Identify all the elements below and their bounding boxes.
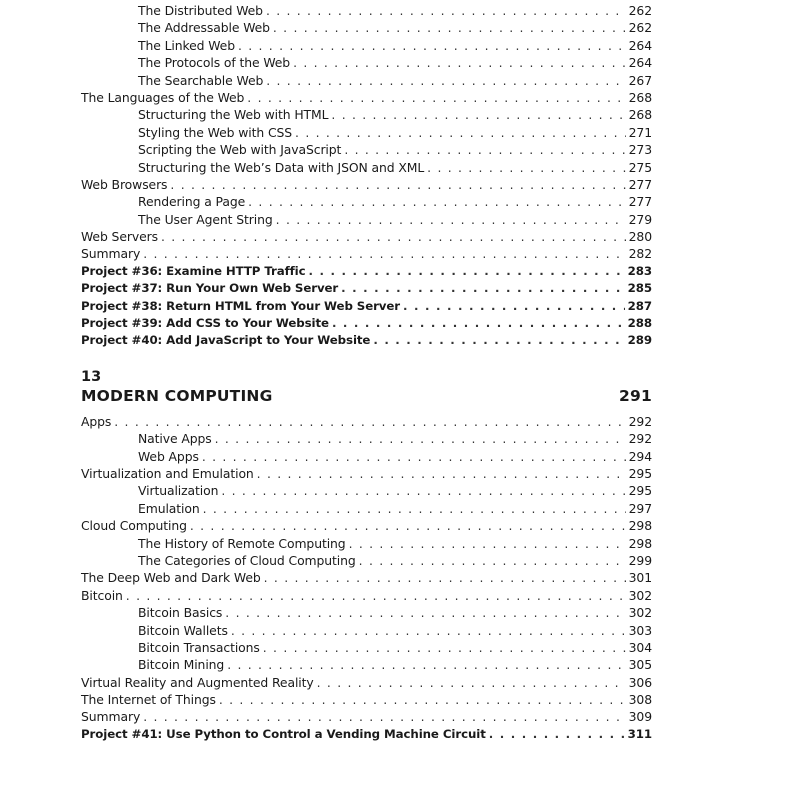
toc-entry [81, 193, 652, 210]
toc-entry [81, 691, 652, 708]
toc-entry-title: Bitcoin Wallets [138, 622, 228, 638]
dot-leader [190, 517, 626, 534]
toc-entry [81, 500, 652, 517]
toc-entry-title: Bitcoin [81, 587, 123, 603]
dot-leader [143, 708, 625, 725]
toc-entry-page: 292 [628, 413, 652, 429]
dot-leader [359, 552, 626, 569]
toc-entry [81, 211, 652, 228]
toc-entry [81, 674, 652, 691]
dot-leader [349, 535, 626, 552]
toc-project-entry [81, 726, 652, 743]
toc-entry-title: Web Servers [81, 229, 158, 245]
toc-entry-title: The Distributed Web [138, 3, 263, 18]
toc-project-entry [81, 315, 652, 332]
dot-leader [219, 691, 626, 708]
toc-section-chapter-13 [81, 413, 652, 743]
toc-entry [81, 37, 652, 54]
dot-leader [257, 465, 626, 482]
toc-entry-page: 305 [628, 657, 652, 673]
toc-entry [81, 639, 652, 656]
dot-leader [264, 569, 626, 586]
toc-entry-title: Scripting the Web with JavaScript [138, 142, 342, 158]
toc-entry [81, 124, 652, 141]
toc-entry-title: Project #36: Examine HTTP Traffic [81, 263, 306, 278]
dot-leader [247, 89, 625, 106]
dot-leader [317, 674, 626, 691]
toc-project-entry [81, 298, 652, 315]
toc-entry-page: 283 [627, 263, 652, 278]
toc-entry-title: The User Agent String [138, 211, 273, 227]
toc-entry-page: 295 [628, 483, 652, 499]
toc-entry-page: 264 [628, 37, 652, 53]
toc-entry-page: 277 [628, 194, 652, 210]
toc-entry-page: 268 [628, 107, 652, 123]
chapter-page-number: 291 [619, 386, 652, 405]
toc-entry-page: 302 [628, 587, 652, 603]
dot-leader [225, 604, 625, 621]
toc-entry-title: Summary [81, 709, 141, 725]
toc-entry-title: The History of Remote Computing [138, 535, 346, 551]
dot-leader [215, 430, 626, 447]
toc-entry-page: 289 [627, 333, 652, 348]
dot-leader [266, 2, 626, 19]
toc-entry-title: Summary [81, 246, 141, 262]
dot-leader [231, 622, 626, 639]
toc-entry-title: Web Apps [138, 448, 199, 464]
toc-entry-page: 275 [628, 159, 652, 175]
dot-leader [276, 211, 626, 228]
toc-entry-page: 302 [628, 605, 652, 621]
toc-entry-title: Project #38: Return HTML from Your Web Server [81, 298, 401, 313]
dot-leader [331, 106, 625, 123]
toc-entry-title: The Addressable Web [138, 20, 270, 36]
dot-leader [221, 482, 625, 499]
toc-entry [81, 552, 652, 569]
dot-leader [341, 280, 625, 297]
dot-leader [161, 228, 626, 245]
toc-entry-page: 295 [628, 465, 652, 481]
toc-entry-page: 297 [628, 500, 652, 516]
toc-project-entry [81, 280, 652, 297]
dot-leader [114, 413, 625, 430]
toc-entry-page: 279 [628, 211, 652, 227]
dot-leader [227, 656, 625, 673]
toc-entry-page: 273 [628, 142, 652, 158]
toc-entry-page: 303 [628, 622, 652, 638]
toc-entry [81, 245, 652, 262]
toc-entry-page: 280 [628, 229, 652, 245]
toc-entry [81, 587, 652, 604]
toc-entry-page: 298 [628, 518, 652, 534]
chapter-number: 13 [81, 368, 102, 385]
dot-leader [263, 639, 626, 656]
toc-entry [81, 72, 652, 89]
toc-entry-title: Project #41: Use Python to Control a Vending Machine Circuit [81, 726, 486, 741]
dot-leader [403, 298, 625, 315]
toc-entry-title: Project #37: Run Your Own Web Server [81, 281, 339, 296]
toc-entry-page: 294 [628, 448, 652, 464]
toc-project-entry [81, 332, 652, 349]
dot-leader [373, 332, 624, 349]
toc-entry-page: 309 [628, 709, 652, 725]
toc-entry [81, 430, 652, 447]
toc-entry [81, 141, 652, 158]
toc-entry-page: 267 [628, 72, 652, 88]
dot-leader [266, 72, 625, 89]
toc-entry [81, 89, 652, 106]
toc-entry-title: Structuring the Web’s Data with JSON and XML [138, 159, 425, 175]
toc-entry-title: Virtualization and Emulation [81, 465, 254, 481]
toc-entry-page: 288 [627, 316, 652, 331]
toc-entry [81, 482, 652, 499]
dot-leader [126, 587, 626, 604]
toc-section-previous-chapter [81, 2, 652, 350]
toc-entry-page: 277 [628, 176, 652, 192]
dot-leader [332, 315, 625, 332]
toc-entry-page: 292 [628, 431, 652, 447]
toc-entry-title: Cloud Computing [81, 518, 187, 534]
dot-leader [293, 54, 626, 71]
toc-entry-page: 299 [628, 552, 652, 568]
toc-entry-page: 306 [628, 674, 652, 690]
chapter-title: MODERN COMPUTING [81, 386, 273, 405]
toc-entry [81, 517, 652, 534]
toc-entry-title: The Deep Web and Dark Web [81, 570, 261, 586]
dot-leader [203, 500, 626, 517]
toc-entry-page: 304 [628, 639, 652, 655]
toc-entry-title: The Protocols of the Web [138, 55, 291, 71]
toc-entry [81, 176, 652, 193]
dot-leader [238, 37, 626, 54]
toc-entry-page: 308 [628, 692, 652, 708]
toc-entry-title: Project #39: Add CSS to Your Website [81, 316, 329, 331]
toc-project-entry [81, 263, 652, 280]
toc-entry-title: Virtualization [138, 483, 219, 499]
toc-entry [81, 604, 652, 621]
dot-leader [489, 726, 625, 743]
toc-entry [81, 19, 652, 36]
dot-leader [427, 159, 625, 176]
toc-entry-title: Virtual Reality and Augmented Reality [81, 674, 314, 690]
dot-leader [308, 263, 624, 280]
toc-entry-title: Bitcoin Mining [138, 657, 225, 673]
toc-entry-page: 287 [627, 298, 652, 313]
toc-entry-title: Apps [81, 413, 112, 429]
toc-entry [81, 535, 652, 552]
toc-entry [81, 413, 652, 430]
toc-entry-title: Structuring the Web with HTML [138, 107, 329, 123]
toc-entry-title: Web Browsers [81, 176, 168, 192]
toc-entry-page: 282 [628, 246, 652, 262]
toc-entry-page: 264 [628, 55, 652, 71]
toc-entry [81, 159, 652, 176]
toc-entry-title: The Categories of Cloud Computing [138, 552, 356, 568]
toc-entry-title: Native Apps [138, 431, 212, 447]
dot-leader [273, 19, 626, 36]
dot-leader [344, 141, 625, 158]
toc-entry [81, 106, 652, 123]
toc-entry-page: 262 [628, 20, 652, 36]
toc-entry-title: The Languages of the Web [81, 89, 245, 105]
dot-leader [295, 124, 626, 141]
chapter-heading [81, 369, 652, 406]
dot-leader [143, 245, 625, 262]
toc-entry-title: Bitcoin Basics [138, 605, 223, 621]
toc-entry-title: Emulation [138, 500, 200, 516]
dot-leader [248, 193, 626, 210]
toc-entry [81, 2, 652, 19]
toc-entry-page: 262 [628, 3, 652, 18]
toc-entry [81, 708, 652, 725]
toc-entry-page: 285 [627, 281, 652, 296]
toc-entry-title: Styling the Web with CSS [138, 124, 293, 140]
toc-entry-title: Rendering a Page [138, 194, 246, 210]
toc-entry [81, 448, 652, 465]
toc-entry [81, 656, 652, 673]
dot-leader [170, 176, 625, 193]
toc-entry [81, 465, 652, 482]
toc-entry [81, 622, 652, 639]
toc-entry-page: 268 [628, 89, 652, 105]
toc-entry-title: Bitcoin Transactions [138, 639, 260, 655]
toc-entry-page: 311 [627, 726, 652, 741]
toc-entry-title: The Internet of Things [81, 692, 216, 708]
toc-entry-page: 271 [628, 124, 652, 140]
dot-leader [202, 448, 626, 465]
toc-entry [81, 228, 652, 245]
toc-entry-page: 298 [628, 535, 652, 551]
toc-entry-title: The Searchable Web [138, 72, 264, 88]
toc-entry [81, 569, 652, 586]
toc-entry-title: Project #40: Add JavaScript to Your Website [81, 333, 371, 348]
toc-entry-title: The Linked Web [138, 37, 235, 53]
table-of-contents [81, 2, 652, 743]
toc-entry [81, 54, 652, 71]
chapter-title-row [81, 386, 652, 406]
toc-entry-page: 301 [628, 570, 652, 586]
